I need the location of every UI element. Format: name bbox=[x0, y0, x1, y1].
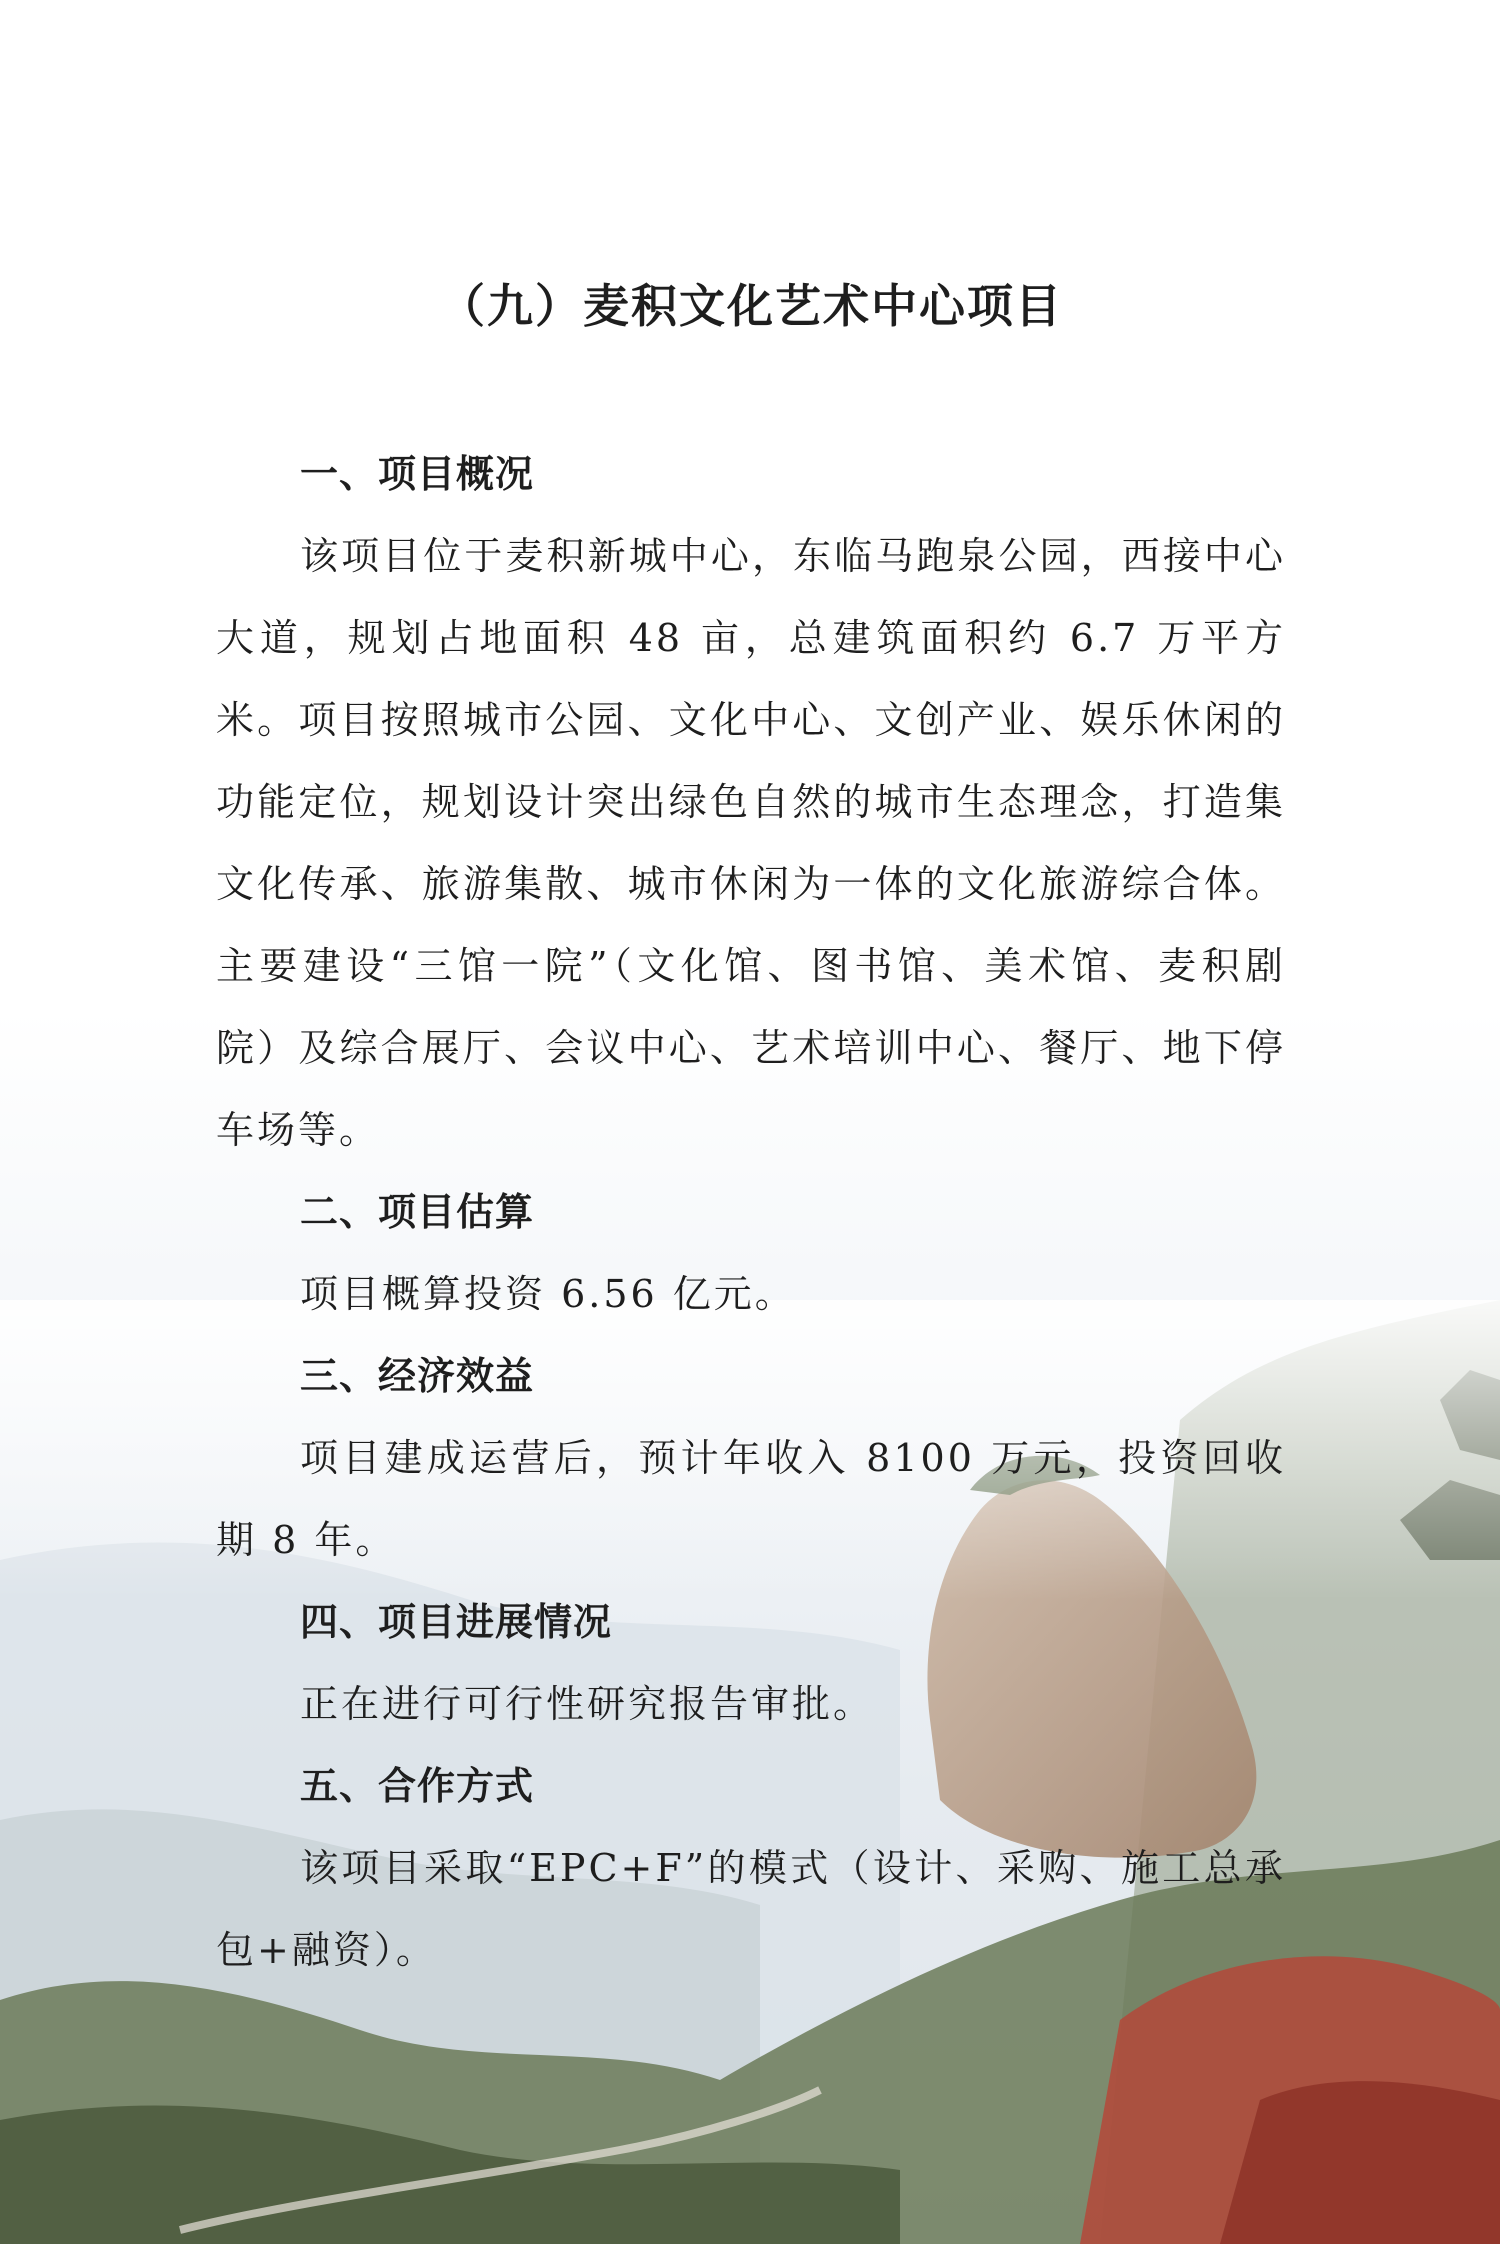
section-heading-progress: 四、项目进展情况 bbox=[300, 1600, 613, 1644]
section-heading-benefits: 三、经济效益 bbox=[300, 1354, 535, 1398]
page-title: （九）麦积文化艺术中心项目 bbox=[439, 279, 1063, 333]
section-paragraph-cooperation: 该项目采取“EPC+F”的模式（设计、采购、施工总承包+融资）。 bbox=[216, 1846, 1286, 1972]
section-heading-estimate: 二、项目估算 bbox=[300, 1190, 535, 1234]
section-paragraph-overview: 该项目位于麦积新城中心，东临马跑泉公园，西接中心大道，规划占地面积 48 亩，总建筑面积约 6.7 万平方米。项目按照城市公园、文化中心、文创产业、娱乐休闲的功能定位，规划设计突出绿色自然的城市生态理念，打造集文化传承、旅游集散、城市休闲为一体的文化旅游综合体。主要建设“三馆一院”（文化馆、图书馆、美术馆、麦积剧院）及综合展厅、会议中心、艺术培训中心、餐厅、地下停车场等。 bbox=[216, 534, 1286, 1152]
section-flow bbox=[216, 433, 1286, 1991]
section-paragraph-estimate: 项目概算投资 6.56 亿元。 bbox=[300, 1272, 796, 1316]
section-heading-cooperation: 五、合作方式 bbox=[300, 1764, 535, 1808]
section-paragraph-progress: 正在进行可行性研究报告审批。 bbox=[300, 1682, 875, 1726]
section-paragraph-benefits: 项目建成运营后，预计年收入 8100 万元，投资回收期 8 年。 bbox=[216, 1436, 1286, 1562]
section-heading-overview: 一、项目概况 bbox=[300, 452, 535, 496]
